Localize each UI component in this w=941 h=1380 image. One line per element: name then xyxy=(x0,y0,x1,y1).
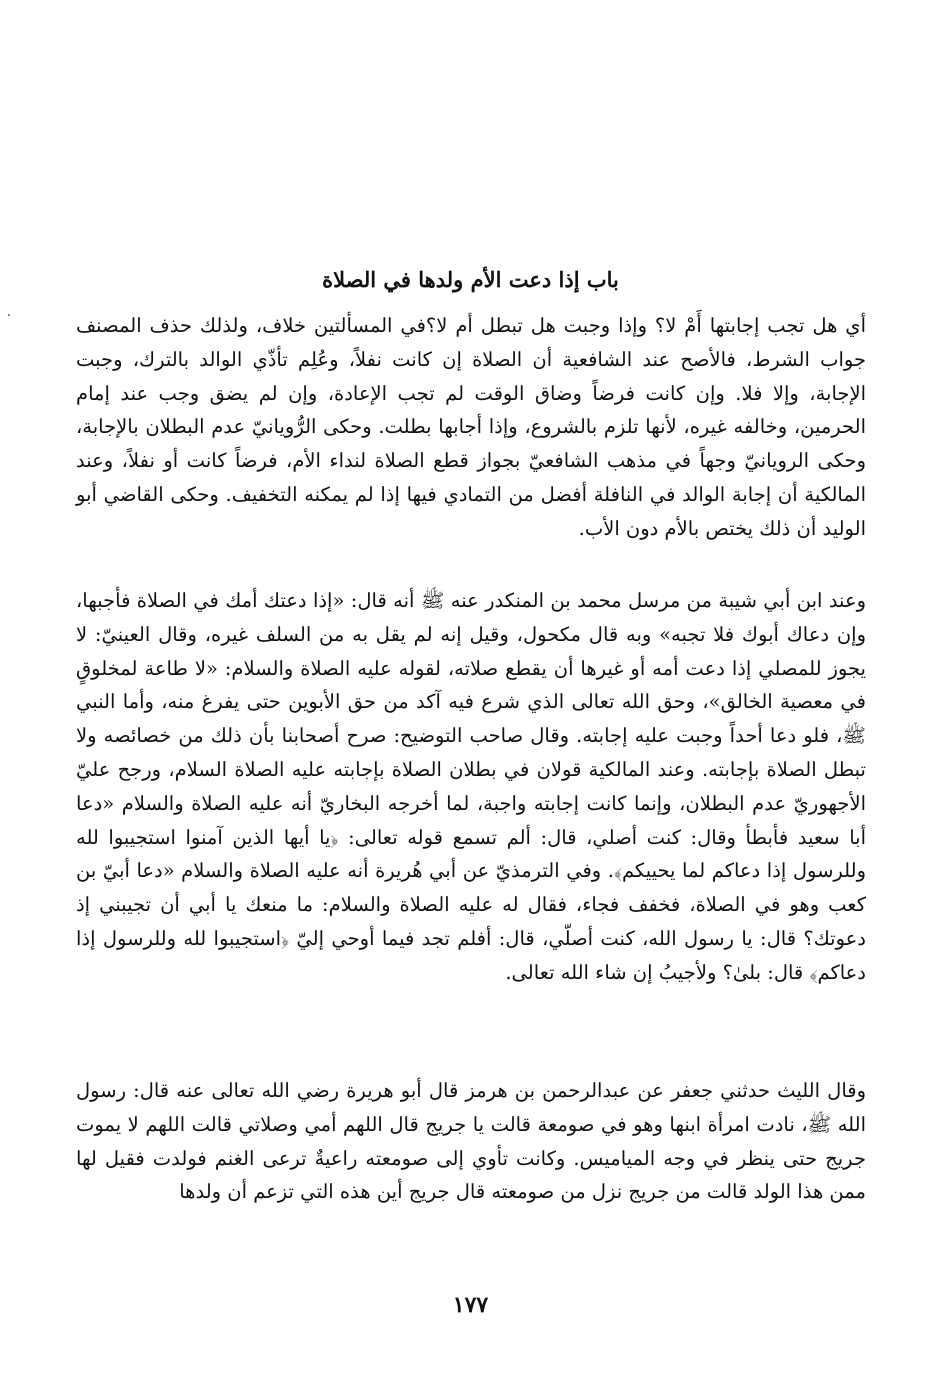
scan-speck xyxy=(8,314,10,316)
paragraph-jurayj-narration: وقال الليث حدثني جعفر عن عبدالرحمن بن هرمز قال أبو هريرة رضي الله تعالى عنه قال: رسول الله ﷺ، نادت امرأة ابنها وهو في صومعة قالت يا جريج قال اللهم أمي وصلاتي قالت اللهم لا يموت جريج حتى ينظر في وجه المياميس. وكانت تأوي إلى صومعته راعيةٌ ترعى الغنم فولدت فقيل لها ممن هذا الولد قالت من جريج نزل من صومعته قال جريج أين هذه التي تزعم أن ولدها xyxy=(76,1079,866,1204)
paragraph-commentary: أي هل تجب إجابتها أَمْ لا؟ وإذا وجبت هل تبطل أم لا؟في المسألتين خلاف، ولذلك حذف المصنف جواب الشرط، فالأصح عند الشافعية أن الصلاة إن كانت نفلاً، وعُلِم تأذّي الوالد بالترك، وجبت الإجابة، وإلا فلا. وإن كانت فرضاً وضاق الوقت لم تجب الإعادة، وإن لم يضق وجب عند إمام الحرمين، وخالفه غيره، لأنها تلزم بالشروع، وإذا أجابها بطلت. وحكى الرُّويانيّ عدم البطلان بالإجابة، وحكى الرويانيّ وجهاً في مذهب الشافعيّ بجواز قطع الصلاة لنداء الأم، فرضاً كانت أو نفلاً، وعند المالكية أن إجابة الوالد في النافلة أفضل من التمادي فيها إذا لم يمكنه التخفيف. وحكى القاضي أبو الوليد أن ذلك يختص بالأم دون الأب. xyxy=(76,314,866,540)
paragraph-hadith-evidence: وعند ابن أبي شيبة من مرسل محمد بن المنكدر عنه ﷺ أنه قال: «إذا دعتك أمك في الصلاة فأجبها، وإن دعاك أبوك فلا تجبه» وبه قال مكحول، وقيل إنه لم يقل به من السلف غيره، وقال العينيّ: لا يجوز للمصلي إذا دعت أمه أو غيرها أن يقطع صلاته، لقوله عليه الصلاة والسلام: «لا طاعة لمخلوقٍ في معصية الخالق»، وحق الله تعالى الذي شرع فيه آكد من حق الأبوين حتى يفرغ منه، وأما النبي ﷺ، فلو دعا أحداً وجبت عليه إجابته. وقال صاحب التوضيح: صرح أصحابنا بأن ذلك من خصائصه ولا تبطل الصلاة بإجابته. وعند المالكية قولان في بطلان الصلاة بإجابته عليه الصلاة السلام، ورجح عليّ الأجهوريّ عدم البطلان، وإنما كانت إجابته واجبة، لما أخرجه البخاريّ أنه عليه الصلاة والسلام «دعا أبا سعيد فأبطأ وقال: كنت أصلي، قال: ألم تسمع قوله تعالى: ﴿يا أيها الذين آمنوا استجيبوا لله وللرسول إذا دعاكم لما يحييكم﴾. وفي الترمذيّ عن أبي هُريرة أنه عليه الصلاة والسلام «دعا أبيّ بن كعب وهو في الصلاة، فخفف فجاء، فقال له عليه الصلاة والسلام: ما منعك يا أبي أن تجيبني إذ دعوتك؟ قال: يا رسول الله، كنت أصلّي، قال: أفلم تجد فيما أوحي إليّ ﴿استجيبوا لله وللرسول إذا دعاكم﴾ قال: بلىٰ؟ ولأجيبُ إن شاء الله تعالى. xyxy=(76,589,866,984)
page-number: ١٧٧ xyxy=(452,1292,489,1318)
chapter-title: باب إذا دعت الأم ولدها في الصلاة xyxy=(322,267,619,292)
